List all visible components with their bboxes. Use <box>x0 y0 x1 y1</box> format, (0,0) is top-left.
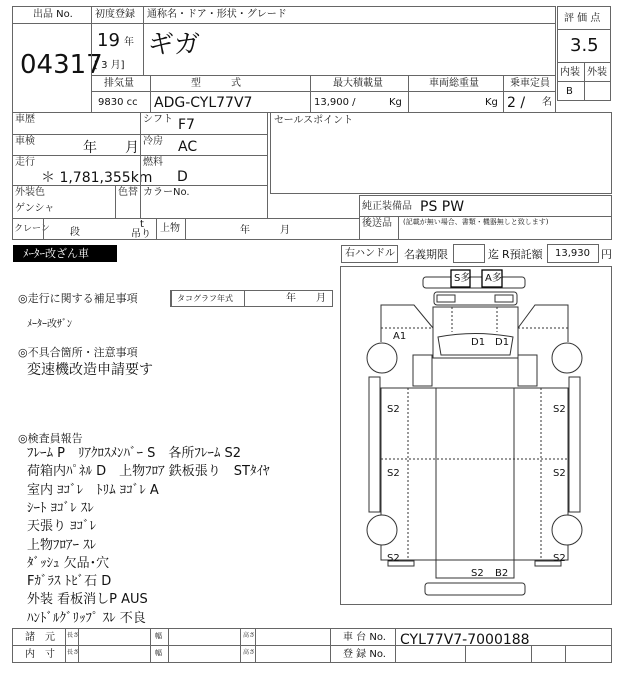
row-label-text: 内 寸 <box>25 649 55 660</box>
driving-notes-label: ◎走行に関する補足事項 <box>18 292 138 305</box>
ac-cell <box>140 134 268 156</box>
damage-mark: B2 <box>495 568 509 579</box>
equipment-box <box>359 195 612 217</box>
history-cell <box>12 112 141 135</box>
inspector-report-line: ﾊﾝﾄﾞﾙｸﾞﾘｯﾌﾟ ｽﾚ 不良 <box>27 610 146 626</box>
height-label <box>240 645 256 663</box>
height-label <box>240 628 256 646</box>
capacity-unit: 名 <box>542 97 552 108</box>
lot-label-cell <box>12 6 92 24</box>
body-label-cell <box>156 218 186 240</box>
width-value <box>168 628 241 646</box>
fuel-cell <box>140 155 268 186</box>
chassis-number <box>395 628 612 646</box>
shaken-label: 車検 <box>15 136 35 147</box>
kg-unit: Kg <box>389 97 402 108</box>
lot-label: 出品 No. <box>33 9 73 20</box>
tacho-box <box>170 290 333 307</box>
col-capacity: 乗車定員 <box>510 78 550 89</box>
later-note: (記載が無い場合、書類・機器無しと致します) <box>403 218 549 226</box>
body-date-cell <box>185 218 360 240</box>
shift-label: シフト <box>143 114 173 125</box>
vehicle-name: ギガ <box>148 30 201 60</box>
width-label <box>150 628 169 646</box>
reg-label <box>330 645 396 663</box>
cargo-bed-shape <box>381 388 568 560</box>
length-label-text: 長さ <box>67 649 80 656</box>
damage-mark: A1 <box>393 331 407 342</box>
length-label-text: 長さ <box>67 632 80 639</box>
inspector-report-line: Fｶﾞﾗｽ ﾄﾋﾞ石 D <box>27 574 112 590</box>
rear-bumper-shape <box>425 583 525 595</box>
damage-mark: S2 <box>553 468 566 479</box>
col-header <box>503 75 556 92</box>
reg-no-part <box>531 645 566 663</box>
crane-cell <box>43 218 157 240</box>
chassis-label <box>330 628 396 646</box>
damage-mark: S2 <box>387 468 400 479</box>
inspector-report-line: 室内 ﾖｺﾞﾚ ﾄﾘﾑ ﾖｺﾞﾚ A <box>27 482 159 498</box>
tacho-label-cell <box>171 290 245 307</box>
inspector-report-line: ﾌﾚｰﾑ P ﾘｱｸﾛｽﾒﾝﾊﾞｰ S 各所ﾌﾚｰﾑ S2 <box>27 446 242 461</box>
exterior-label-cell <box>584 62 611 82</box>
reg-label-text: 登 録 No. <box>343 649 386 660</box>
cab-shape <box>433 307 518 358</box>
capacity: 2 / <box>507 95 526 111</box>
sales-point-box <box>270 112 612 194</box>
until-label: 迄 <box>488 248 499 261</box>
inspector-label: ◎検査員報告 <box>18 432 83 445</box>
color-no-cell <box>140 185 268 219</box>
model-cell <box>150 91 311 113</box>
inspector-report-line: 天張り ﾖｺﾞﾚ <box>27 519 97 535</box>
year-unit: 年 <box>124 37 134 48</box>
height-value <box>255 645 331 663</box>
name-label: 通称名・ドア・形状・グレード <box>147 9 287 20</box>
col-displacement: 排気量 <box>104 78 134 89</box>
shift-cell <box>140 112 268 135</box>
inspector-report-line: 荷箱内ﾊﾟﾈﾙ D 上物ﾌﾛｱ 鉄板張り STﾀｲﾔ <box>27 464 270 480</box>
color-change-label: 色替 <box>118 187 138 198</box>
color-label: 外装色 <box>15 187 45 198</box>
col-header <box>150 75 311 92</box>
color-value: ゲンシャ <box>15 203 55 214</box>
first-reg-cell <box>91 23 144 76</box>
inspector-report-line: ﾀﾞｯｼｭ 欠品･穴 <box>27 555 110 571</box>
ac-value: AC <box>178 139 198 155</box>
inspector-report-line: ｼｰﾄ ﾖｺﾞﾚ ｽﾚ <box>27 500 94 516</box>
row-label-text: 諸 元 <box>25 632 55 643</box>
row-label <box>12 628 66 646</box>
later-label-cell <box>359 216 399 240</box>
reg-no-part <box>565 645 612 663</box>
max-load: 13,900 / <box>314 97 356 108</box>
gross-weight-cell <box>408 91 504 113</box>
tacho-label: タコグラフ年式 <box>177 294 233 303</box>
rhd-text: 右ハンドル <box>345 248 395 259</box>
shift-value: F7 <box>178 117 195 133</box>
reg-month: [ 3 月] <box>94 60 125 71</box>
score-label-cell <box>557 6 611 30</box>
damage-mark: S2 <box>387 404 400 415</box>
crane-label-cell <box>12 218 50 240</box>
exterior-label: 外装 <box>587 67 607 78</box>
interior-label: 内装 <box>560 67 580 78</box>
col-header <box>408 75 504 92</box>
truck-diagram <box>340 260 612 599</box>
height-label-text: 高さ <box>243 632 256 639</box>
kg-unit: Kg <box>485 97 498 108</box>
later-cell <box>398 216 612 240</box>
equipment-value: PS PW <box>420 199 465 215</box>
damage-mark: S2 <box>471 568 484 579</box>
body-label: 上物 <box>160 223 180 234</box>
driving-note: ﾒｰﾀｰ改ｻﾞﾝ <box>27 319 72 330</box>
reg-no-part <box>395 645 466 663</box>
length-label <box>65 645 79 663</box>
reg-year: 19 <box>97 30 120 51</box>
color-no-label: カラーNo. <box>143 187 190 198</box>
ac-label: 冷房 <box>143 136 163 147</box>
damage-diagram <box>340 266 612 605</box>
fuel-value: D <box>177 169 188 185</box>
height-label-text: 高さ <box>243 649 256 656</box>
inspector-report-line: 上物ﾌﾛｱｰ ｽﾚ <box>27 537 97 553</box>
sales-point-label: セールスポイント <box>274 115 354 126</box>
vehicle-name-cell <box>143 23 556 76</box>
color-cell <box>12 185 116 219</box>
crane-t: t <box>140 219 144 230</box>
shaken-cell <box>12 134 141 156</box>
length-label <box>65 628 79 646</box>
defects-text: 変速機改造申請要す <box>27 362 153 378</box>
score-label: 評 価 点 <box>564 13 601 24</box>
col-model: 型 式 <box>191 78 241 89</box>
meter-tampered-badge <box>13 245 117 262</box>
damage-mark: S2 <box>387 553 400 564</box>
length-value <box>78 645 151 663</box>
title-deadline-label: 名義期限 <box>404 248 448 261</box>
col-header <box>310 75 409 92</box>
chassis-label-text: 車 台 No. <box>343 632 386 643</box>
chassis-number-text: CYL77V7-7000188 <box>400 632 530 648</box>
mileage: ＊ 1,781,355km <box>41 170 153 186</box>
first-reg-label: 初度登録 <box>95 9 135 20</box>
score-cell <box>557 29 611 63</box>
body-date: 年 月 <box>240 225 290 236</box>
col-header <box>91 75 151 92</box>
width-label-text: 幅 <box>155 632 162 640</box>
recycle-label: R預託額 <box>502 248 543 261</box>
later-label: 後送品 <box>362 218 392 229</box>
crane-stage: 段 <box>70 227 80 238</box>
recycle-value: 13,930 <box>555 248 590 259</box>
cab-roof-shape <box>434 292 517 305</box>
fuel-label: 燃料 <box>143 157 163 168</box>
equipment-label: 純正装備品 <box>362 201 412 212</box>
lot-number-cell <box>12 23 103 113</box>
yen-label: 円 <box>601 248 612 261</box>
tacho-date: 年 月 <box>286 293 326 304</box>
capacity-cell <box>503 91 556 113</box>
col-max-load: 最大積載量 <box>333 78 383 89</box>
displacement-cell <box>91 91 151 113</box>
interior-grade-cell <box>557 81 585 101</box>
width-label <box>150 645 169 663</box>
max-load-cell <box>310 91 409 113</box>
width-label-text: 幅 <box>155 649 162 657</box>
height-value <box>255 628 331 646</box>
meter-tampered-text: ﾒｰﾀｰ改ざん車 <box>23 247 89 260</box>
history-label: 車歴 <box>15 114 35 125</box>
length-value <box>78 628 151 646</box>
first-reg-label-cell <box>91 6 144 24</box>
reg-no-part <box>465 645 532 663</box>
color-change-cell <box>115 185 141 219</box>
col-gross-weight: 車両総重量 <box>429 78 479 89</box>
interior-label-cell <box>557 62 585 82</box>
model-code: ADG-CYL77V7 <box>154 95 253 111</box>
score: 3.5 <box>570 35 599 56</box>
exterior-grade-cell <box>584 81 611 101</box>
front-bumper-shape <box>423 277 525 288</box>
mark-a-many: A多 <box>485 273 502 284</box>
width-value <box>168 645 241 663</box>
damage-mark: S2 <box>553 553 566 564</box>
mark-s-many: S多 <box>454 273 471 284</box>
mileage-label: 走行 <box>15 157 35 168</box>
crane-lift: 吊り <box>131 229 151 240</box>
shaken-value: 年 月 <box>83 140 139 156</box>
crane-label: クレーン <box>14 224 50 234</box>
row-label <box>12 645 66 663</box>
damage-mark: D1 <box>471 337 486 348</box>
name-label-cell <box>143 6 556 24</box>
inspector-report-line: 外装 看板消しP AUS <box>27 592 148 608</box>
damage-mark: S2 <box>553 404 566 415</box>
lot-number: 04317 <box>20 50 103 80</box>
displacement: 9830 cc <box>98 97 138 108</box>
damage-mark: D1 <box>495 337 510 348</box>
defects-label: ◎不具合箇所・注意事項 <box>18 346 138 359</box>
interior-grade: B <box>566 86 573 97</box>
